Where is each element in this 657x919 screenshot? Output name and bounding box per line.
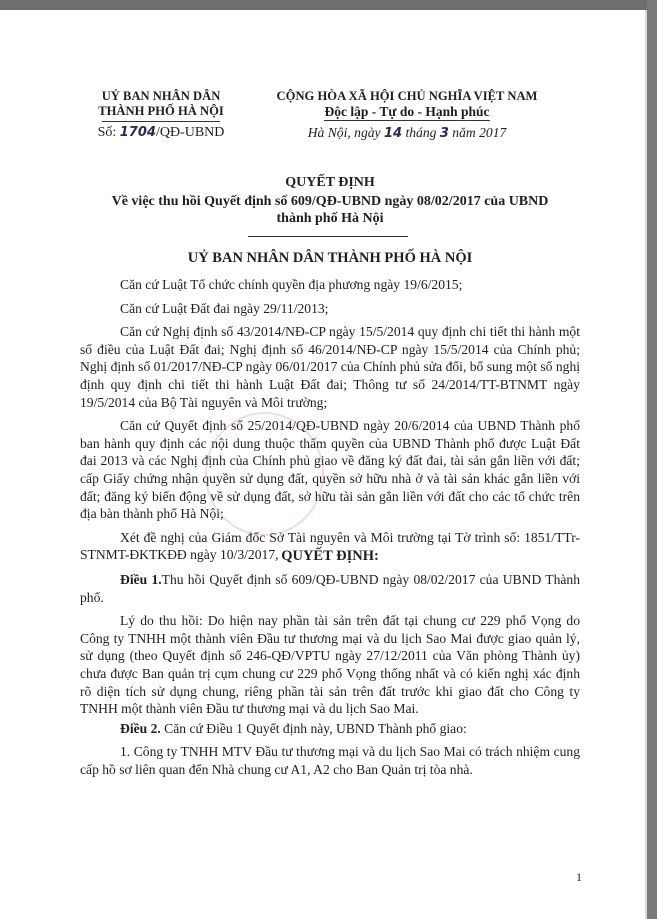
authority-line-1: UỶ BAN NHÂN DÂN (101, 89, 221, 103)
handwritten-month: 3 (439, 126, 449, 141)
preamble (80, 276, 580, 564)
article-2: Điều 2. Căn cứ Điều 1 Quyết định này, UBND Thành phố giao: (120, 720, 467, 736)
document-subject: Về việc thu hồi Quyết định số 609/QĐ-UBND ngày 08/02/2017 của UBND thành phố Hà Nội (111, 194, 549, 226)
issue-date: Hà Nội, ngày 14 tháng 3 năm 2017 (307, 125, 507, 141)
decision-heading: QUYẾT ĐỊNH: (281, 548, 379, 564)
handwritten-number: 1704 (119, 125, 156, 140)
scan-right-border (647, 0, 657, 919)
article-1: Điều 1.Thu hồi Quyết định số 609/QĐ-UBND ngày 08/02/2017 của UBND Thành phố. (80, 572, 580, 605)
preamble-item: Xét đề nghị của Giám đốc Sở Tài nguyên và Môi trường tại Tờ trình số: 1851/TTr-STNMT-ĐKTKĐĐ ngày 10/3/2017, (80, 529, 580, 563)
document-number: Số: 1704/QĐ-UBND (97, 125, 225, 140)
preamble-item: Căn cứ Quyết định số 25/2014/QĐ-UBND ngày 20/6/2014 của UBND Thành phố ban hành quy định các nội dung thuộc thẩm quyền của UBND Thành phố được Luật Đất đai 2013 và các Nghị định của Chính phủ giao về đăng ký đất đai, tài sản gắn liền với đất; cấp Giấy chứng nhận quyền sử dụng đất, quyền sở hữu nhà ở và tài sản khác gắn liền với đất; đăng ký biến động về sử dụng đất, sở hữu tài sản gắn liền với đất cho các tổ chức trên địa bàn thành phố Hà Nội; (80, 418, 580, 522)
national-motto: Độc lập - Tự do - Hạnh phúc (324, 104, 490, 119)
issuer-heading: UỶ BAN NHÂN DÂN THÀNH PHỐ HÀ NỘI (187, 250, 473, 266)
authority-line-2: THÀNH PHỐ HÀ NỘI (98, 104, 224, 118)
preamble-item: Căn cứ Nghị định số 43/2014/NĐ-CP ngày 15/5/2014 quy định chi tiết thi hành một số điều của Luật Đất đai; Nghị định số 46/2014/NĐ-CP ngày 15/5/2014 của Chính phủ; Nghị định số 01/2017/NĐ-CP ngày 06/01/2017 của Chính phủ sửa đổi, bổ sung một số nghị định quy định chi tiết thi hành Luật Đất đai; Thông tư số 24/2014/TT-BTNMT ngày 19/5/2014 của Bộ Tài nguyên và Môi trường; (80, 324, 581, 410)
page-edge (645, 10, 647, 919)
preamble-item: Căn cứ Luật Tổ chức chính quyền địa phương ngày 19/6/2015; (120, 277, 463, 292)
articles (80, 571, 580, 779)
preamble-item: Căn cứ Luật Đất đai ngày 29/11/2013; (120, 300, 329, 316)
country-name: CỘNG HÒA XÃ HỘI CHỦ NGHĨA VIỆT NAM (276, 89, 538, 103)
document-type: QUYẾT ĐỊNH (285, 175, 375, 190)
authority-underline (102, 121, 220, 122)
page-number: 1 (576, 870, 582, 884)
handwritten-day: 14 (383, 126, 403, 141)
scan-top-border (0, 0, 657, 10)
subject-underline (248, 236, 408, 237)
article-2-item-1: 1. Công ty TNHH MTV Đầu tư thương mại và du lịch Sao Mai có trách nhiệm cung cấp hồ sơ liên quan đến Nhà chung cư A1, A2 cho Ban Quản trị tòa nhà. (80, 744, 580, 777)
issuing-authority-block (72, 89, 250, 140)
national-header-block (256, 89, 558, 141)
article-1-reason: Lý do thu hồi: Do hiện nay phần tài sản trên đất tại chung cư 229 phố Vọng do Công ty TNHH một thành viên Đầu tư thương mại và du lịch Sao Mai được giao quản lý, sử dụng (theo Quyết định số 246-QĐ/VPTU ngày 27/12/2011 của Văn phòng Thành ủy) chưa được Ban quản trị cụm chung cư 229 phố Vọng thống nhất và có kiến nghị xác định rõ diện tích sử dụng chung, riêng phần tài sản trên đất trước khi giao đất cho Công ty TNHH một thành viên Đầu tư thương mại và du lịch Sao Mai. (80, 613, 580, 717)
